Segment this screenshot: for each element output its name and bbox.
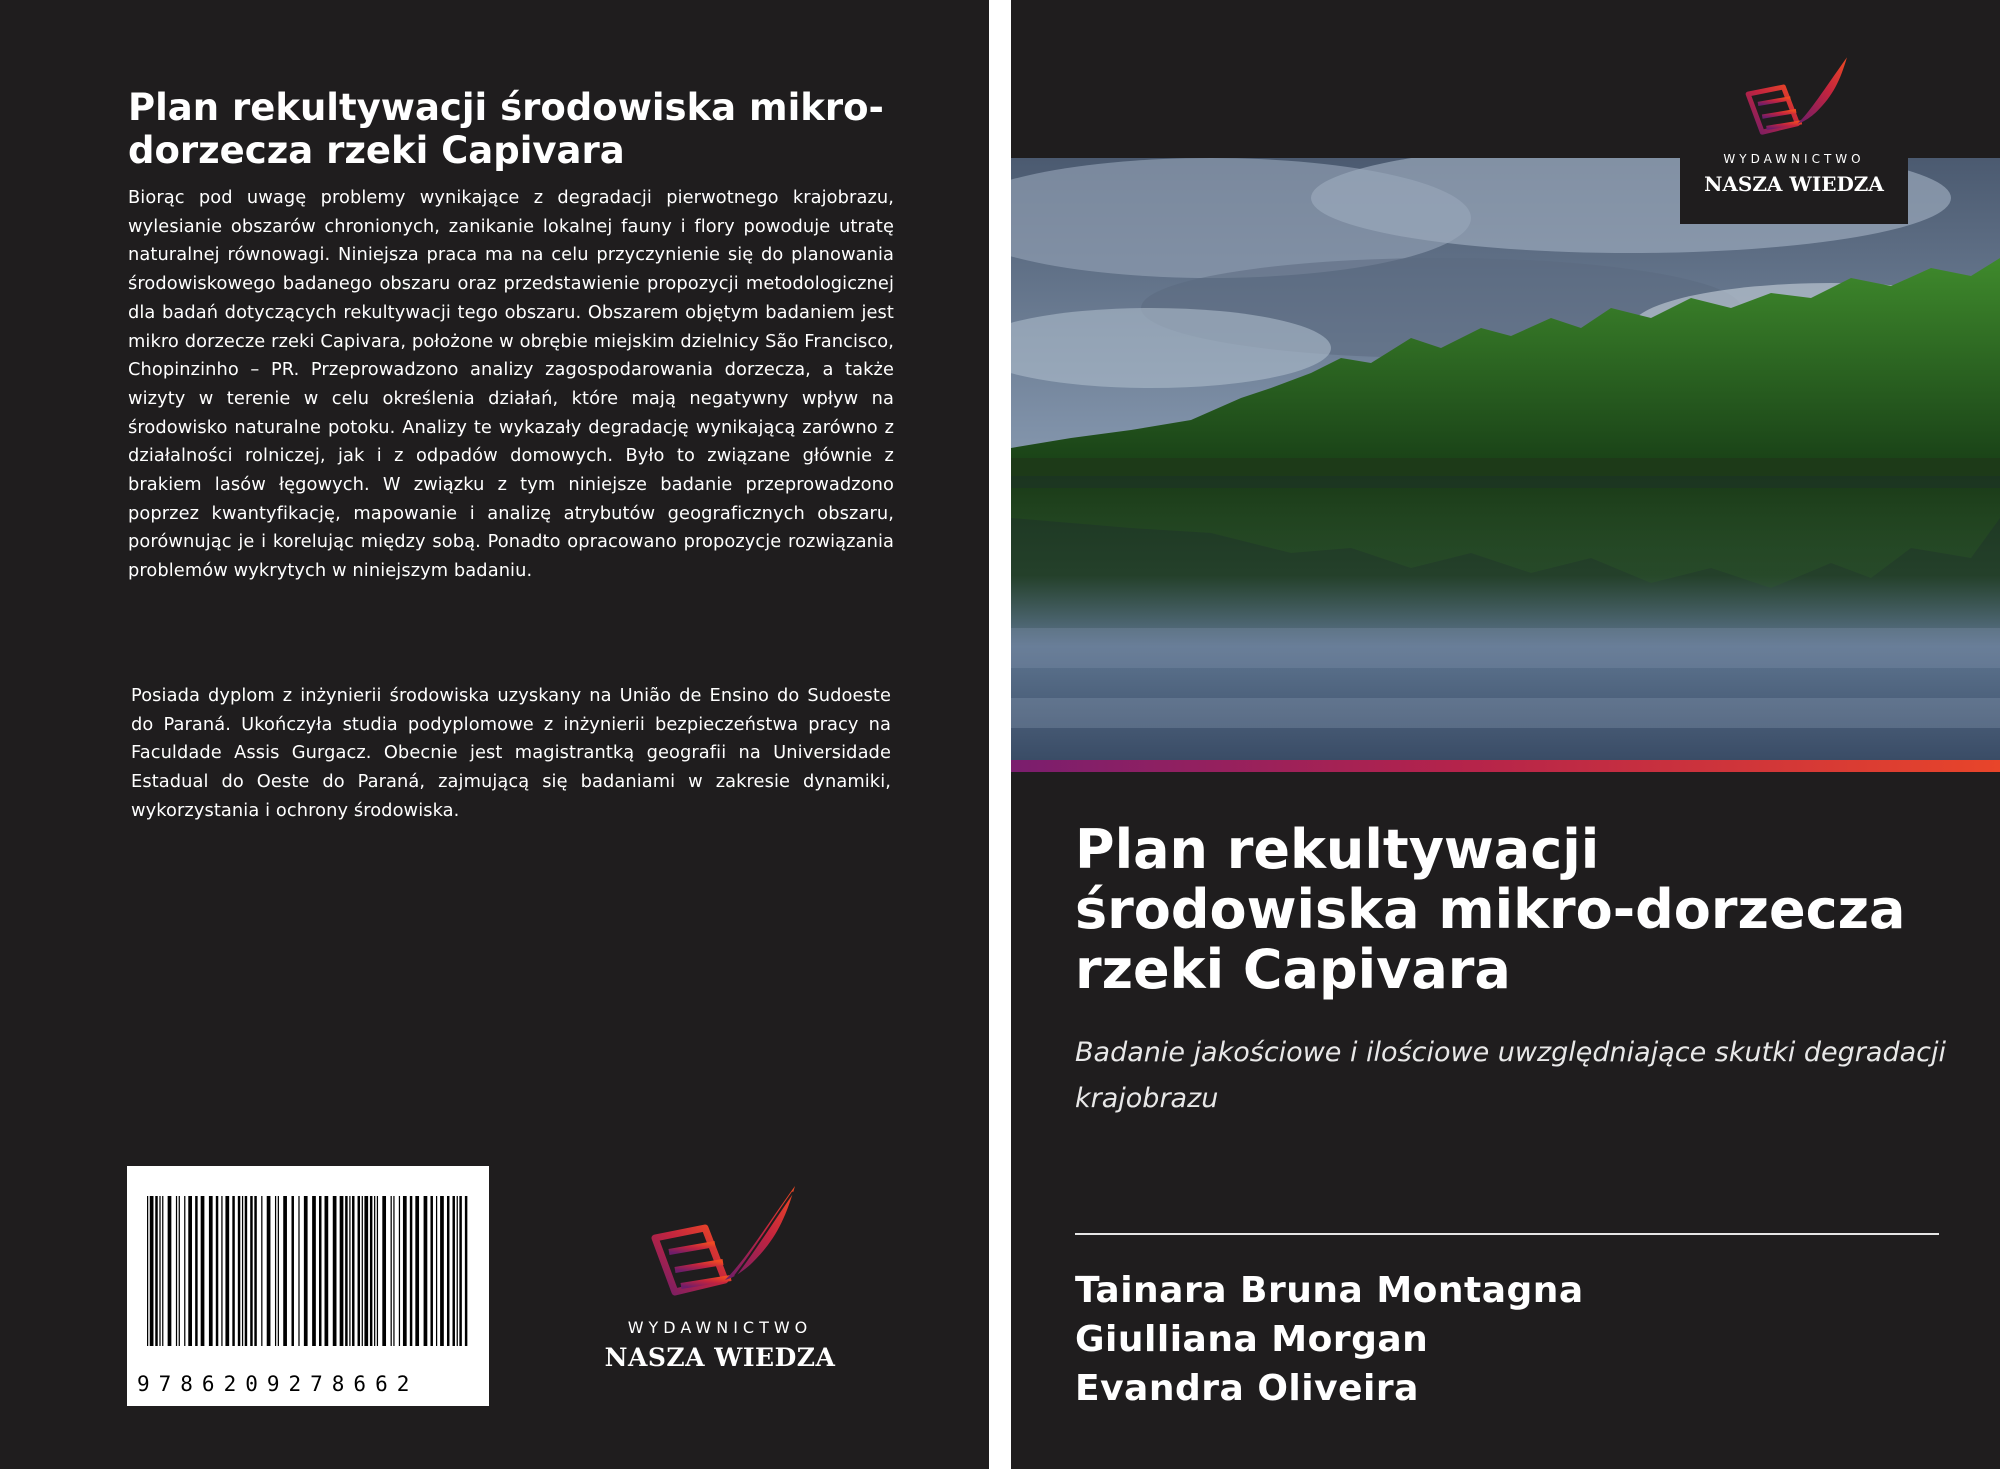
book-quill-logo-icon bbox=[1734, 52, 1854, 146]
author-name: Tainara Bruna Montagna bbox=[1075, 1270, 1584, 1311]
publisher-logo-box bbox=[1680, 30, 1908, 224]
publisher-label-small: WYDAWNICTWO bbox=[627, 1318, 813, 1337]
author-name: Giulliana Morgan bbox=[1075, 1319, 1429, 1360]
back-cover-title: Plan rekultywacji środowiska mikro-dorzecza rzeki Capivara bbox=[128, 86, 884, 172]
lake-forest-reflection-photo bbox=[1011, 158, 2000, 760]
isbn-barcode bbox=[127, 1166, 489, 1406]
author-name: Evandra Oliveira bbox=[1075, 1368, 1419, 1409]
divider bbox=[1075, 1233, 1939, 1235]
book-quill-logo-icon bbox=[635, 1180, 805, 1310]
isbn-digits: 9786209278662 bbox=[137, 1372, 419, 1396]
front-cover-title: Plan rekultywacji środowiska mikro-dorzecza rzeki Capivara bbox=[1075, 818, 1906, 1001]
publisher-label-small: WYDAWNICTWO bbox=[1723, 152, 1865, 166]
back-cover bbox=[0, 0, 989, 1469]
author-list bbox=[1075, 1266, 1584, 1413]
publisher-logo-front bbox=[1680, 52, 1908, 196]
publisher-label-big: NASZA WIEDZA bbox=[604, 1343, 836, 1372]
accent-stripe bbox=[1011, 760, 2000, 772]
barcode-bars-icon bbox=[147, 1196, 469, 1346]
publisher-label-big: NASZA WIEDZA bbox=[1704, 172, 1884, 196]
publisher-logo-back bbox=[590, 1180, 850, 1372]
front-cover bbox=[1011, 0, 2000, 1469]
front-cover-subtitle: Badanie jakościowe i ilościowe uwzględniające skutki degradacji krajobrazu bbox=[1075, 1037, 1946, 1114]
author-bio: Posiada dyplom z inżynierii środowiska uzyskany na União de Ensino do Sudoeste do Paraná. Ukończyła studia podyplomowe z inżynierii bezpieczeństwa pracy na Faculdade Assis Gurgacz. Obecnie jest magistrantką geografii na Universidade Estadual do Oeste do Paraná, zajmującą się badaniami w zakresie dynamiki, wykorzystania i ochrony środowiska. bbox=[131, 685, 891, 821]
back-cover-description: Biorąc pod uwagę problemy wynikające z degradacji pierwotnego krajobrazu, wylesianie obszarów chronionych, zanikanie lokalnej fauny i flory powoduje utratę naturalnej równowagi. Niniejsza praca ma na celu przyczynienie się do planowania środowiskowego badanego obszaru oraz przedstawienie propozycji metodologicznej dla badań dotyczących rekultywacji tego obszaru. Obszarem objętym badaniem jest mikro dorzecze rzeki Capivara, położone w obrębie miejskim dzielnicy São Francisco, Chopinzinho – PR. Przeprowadzono analizy zagospodarowania dorzecza, a także wizyty w terenie w celu określenia działań, które mają negatywny wpływ na środowisko naturalne potoku. Analizy te wykazały degradację wynikającą zarówno z działalności rolniczej, jak i z odpadów domowych. Było to związane głównie z brakiem lasów łęgowych. W związku z tym niniejsze badanie przeprowadzono poprzez kwantyfikację, mapowanie i analizę atrybutów geograficznych obszaru, porównując je i korelując między sobą. Ponadto opracowano propozycje rozwiązania problemów wykrytych w niniejszym badaniu. bbox=[128, 187, 894, 582]
